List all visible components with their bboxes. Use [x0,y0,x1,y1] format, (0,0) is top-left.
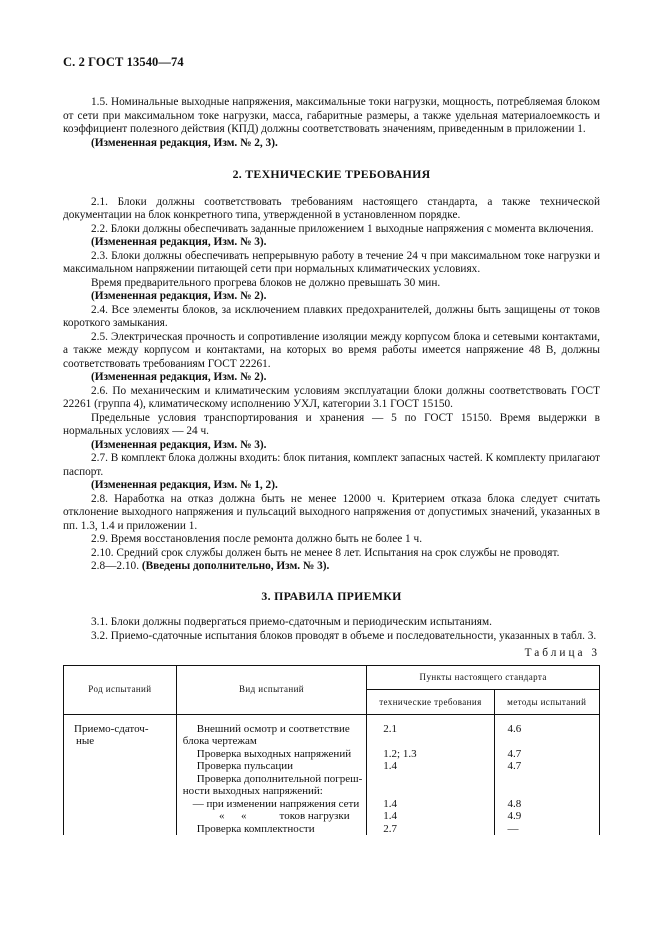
document-body [63,96,600,835]
amendment-note: (Измененная редакция, Изм. № 2). [91,290,267,302]
amendment-note: (Измененная редакция, Изм. № 2, 3). [91,136,278,149]
ditto-mark: « [219,810,225,822]
clause-2-6-transport: Предельные условия транспортирования и хранения — 5 по ГОСТ 15150. Время выдержки в нормальных условиях — 24 ч. [63,411,600,437]
clause-3-2: 3.2. Приемо-сдаточные испытания блоков проводят в объеме и последовательности, указанных в табл. 3. [91,629,597,642]
amendment-note: (Измененная редакция, Изм. № 3). [91,236,267,248]
clause-3-1: 3.1. Блоки должны подвергаться приемо-сдаточным и периодическим испытаниям. [91,616,492,628]
test-methods-cell: 4.6 4.7 4.7 4.8 4.9 — [494,714,599,835]
clauses-2-8-2-10-note [63,560,600,574]
clause-2-4: 2.4. Все элементы блоков, за исключением плавких предохранителей, должны быть защищены от токов короткого замыкания. [63,303,600,329]
amendment-note: (Измененная редакция, Изм. № 1, 2). [91,479,278,491]
header-test-methods: методы испытаний [494,690,599,715]
clause-2-10: 2.10. Средний срок службы должен быть не менее 8 лет. Испытания на срок службы не проводят. [91,546,560,559]
page-header: С. 2 ГОСТ 13540—74 [63,55,184,69]
clause-2-9: 2.9. Время восстановления после ремонта должно быть не более 1 ч. [91,533,423,545]
test-kind-cell: Внешний осмотр и соответствие блока чертежам Проверка выходных напряжений Проверка пульсации Проверка дополнительной погреш- ности выходных напряжений: — при изменении напряжения сети « « токов нагрузки Проверка комплектности [176,714,367,835]
amendment-note: (Измененная редакция, Изм. № 2). [91,371,267,383]
table-caption: Таблица 3 [524,647,600,659]
section-2-title: 2. ТЕХНИЧЕСКИЕ ТРЕБОВАНИЯ [232,167,431,181]
clause-2-7: 2.7. В комплект блока должны входить: блок питания, комплект запасных частей. К комплекту прилагают паспорт. [63,452,600,478]
clause-2-8: 2.8. Наработка на отказ должна быть не менее 12000 ч. Критерием отказа блока следует считать отклонение выходного напряжения и пульсаций выходного напряжения от допустимых значений, указанных в пп. 1.3, 1.4 и приложении 1. [63,492,600,532]
clause-2-3-warmup: Время предварительного прогрева блоков не должно превышать 30 мин. [91,276,441,289]
ditto-mark: « [241,810,247,822]
section-3-title: 3. ПРАВИЛА ПРИЕМКИ [261,588,402,603]
clause-2-6: 2.6. По механическим и климатическим условиям эксплуатации блоки должны соответствовать ГОСТ 22261 (группа 4), климатическому исполнению УХЛ, категории 3.1 ГОСТ 15150. [63,384,600,410]
clause-2-3: 2.3. Блоки должны обеспечивать непрерывную работу в течение 24 ч при максимальном токе нагрузки и максимальном напряжении питающей сети при нормальных климатических условиях. [63,249,600,275]
clause-2-2: 2.2. Блоки должны обеспечивать заданные приложением 1 выходные напряжения с момента включения. [91,222,594,235]
tech-requirements-cell: 2.1 1.2; 1.3 1.4 1.4 1.4 2.7 [367,714,494,835]
header-standard-clauses: Пункты настоящего стандарта [367,665,600,690]
clause-2-5: 2.5. Электрическая прочность и сопротивление изоляции между корпусом блока и сетевыми контактами, а также между корпусом и контактами, на которых во время работы имеется напряжение 48 В, должны соответствовать требованиям ГОСТ 22261. [63,330,600,370]
amendment-note: (Измененная редакция, Изм. № 3). [91,438,267,451]
header-test-kind: Вид испытаний [176,665,367,714]
clause-range: 2.8—2.10. [91,560,142,572]
header-test-category: Род испытаний [64,665,177,714]
table-row [64,714,600,835]
test-category-cell: Приемо-сдаточ- ные [64,714,177,835]
clause-1-5: 1.5. Номинальные выходные напряжения, максимальные токи нагрузки, мощность, потребляемая блоком от сети при максимальном токе нагрузки, масса, габаритные размеры, а также удельная материалоемкость и коэффициент полезного действия (КПД) должны соответствовать значениям, приведенным в приложении 1. [63,96,600,135]
clause-2-1: 2.1. Блоки должны соответствовать требованиям настоящего стандарта, а также технической документации на блок конкретного типа, утвержденной в установленном порядке. [63,195,600,221]
addition-note: (Введены дополнительно, Изм. № 3). [141,560,330,572]
header-tech-requirements: технические требования [367,690,494,715]
table-3 [63,665,600,836]
